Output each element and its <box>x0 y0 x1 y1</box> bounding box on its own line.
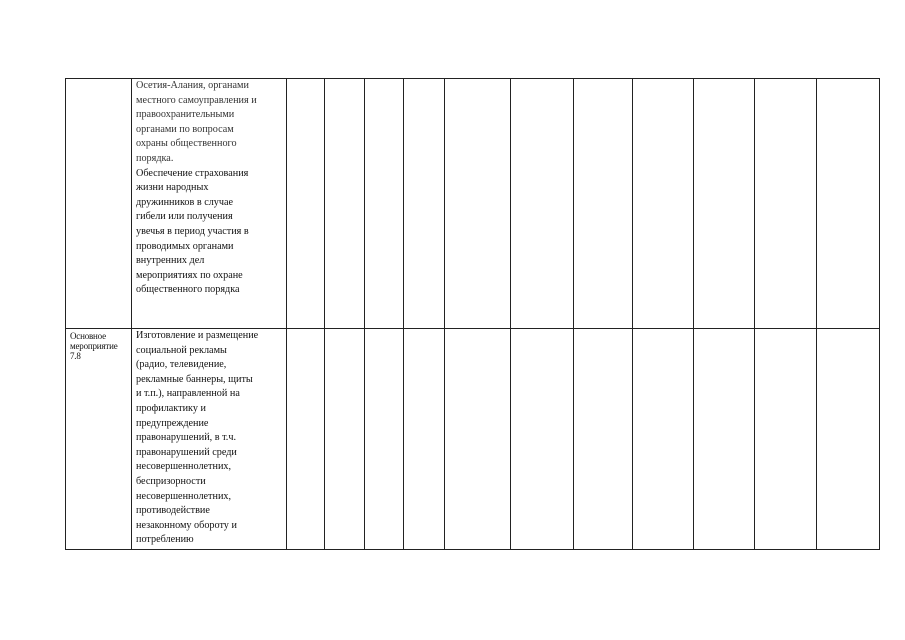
empty-cell <box>633 79 694 329</box>
empty-cell <box>755 79 817 329</box>
description-line: социальной рекламы <box>136 344 227 356</box>
empty-cell <box>445 329 511 550</box>
description-line: гибели или получения <box>136 211 233 223</box>
empty-cell <box>445 79 511 329</box>
description-line: и т.п.), направленной на <box>136 388 240 400</box>
empty-cell <box>755 329 817 550</box>
activity-code-cell: Основное мероприятие 7.8 <box>66 329 132 550</box>
description-line: жизни народных <box>136 182 209 194</box>
description-line: общественного порядка <box>136 284 240 296</box>
description-line: несовершеннолетних, <box>136 490 232 502</box>
empty-cell <box>365 329 404 550</box>
empty-cell <box>325 79 365 329</box>
description-line: (радио, телевидение, <box>136 359 227 371</box>
empty-cell <box>817 79 880 329</box>
activity-description-cell <box>132 79 287 329</box>
empty-cell <box>287 79 325 329</box>
description-line: правонарушений среди <box>136 446 237 458</box>
empty-cell <box>694 79 755 329</box>
empty-cell <box>633 329 694 550</box>
description-line: порядка. <box>136 152 174 164</box>
empty-cell <box>817 329 880 550</box>
empty-cell <box>694 329 755 550</box>
description-line: дружинников в случае <box>136 196 234 208</box>
description-line: противодействие <box>136 505 210 517</box>
description-line: несовершеннолетних, <box>136 461 232 473</box>
description-line: внутренних дел <box>136 255 205 267</box>
empty-cell <box>511 329 574 550</box>
activity-description-cell <box>132 329 287 550</box>
description-line: профилактику и <box>136 402 206 414</box>
description-line: предупреждение <box>136 417 209 429</box>
activities-table <box>65 78 880 550</box>
description-line: Изготовление и размещение <box>136 330 259 341</box>
description-line: потреблению <box>136 534 194 546</box>
empty-cell <box>404 79 445 329</box>
description-line: правонарушений, в т.ч. <box>136 432 237 444</box>
description-line: охраны общественного <box>136 138 237 150</box>
description-line: местного самоуправления и <box>136 94 257 106</box>
empty-cell <box>325 329 365 550</box>
description-line: Обеспечение страхования <box>136 167 249 179</box>
description-line: Осетия-Алания, органами <box>136 80 249 91</box>
description-line: беспризорности <box>136 475 206 487</box>
empty-cell <box>365 79 404 329</box>
description-line: увечья в период участия в <box>136 225 249 237</box>
description-line: рекламные баннеры, щиты <box>136 373 253 385</box>
table-row <box>66 79 880 329</box>
description-line: правоохранительными <box>136 109 235 121</box>
description-line: проводимых органами <box>136 240 234 252</box>
empty-cell <box>511 79 574 329</box>
empty-cell <box>287 329 325 550</box>
description-line: органами по вопросам <box>136 123 234 135</box>
empty-cell <box>404 329 445 550</box>
empty-cell <box>574 329 633 550</box>
description-line: мероприятиях по охране <box>136 269 243 281</box>
description-line: незаконному обороту и <box>136 519 237 531</box>
table-row <box>66 329 880 550</box>
activity-code-cell <box>66 79 132 329</box>
empty-cell <box>574 79 633 329</box>
